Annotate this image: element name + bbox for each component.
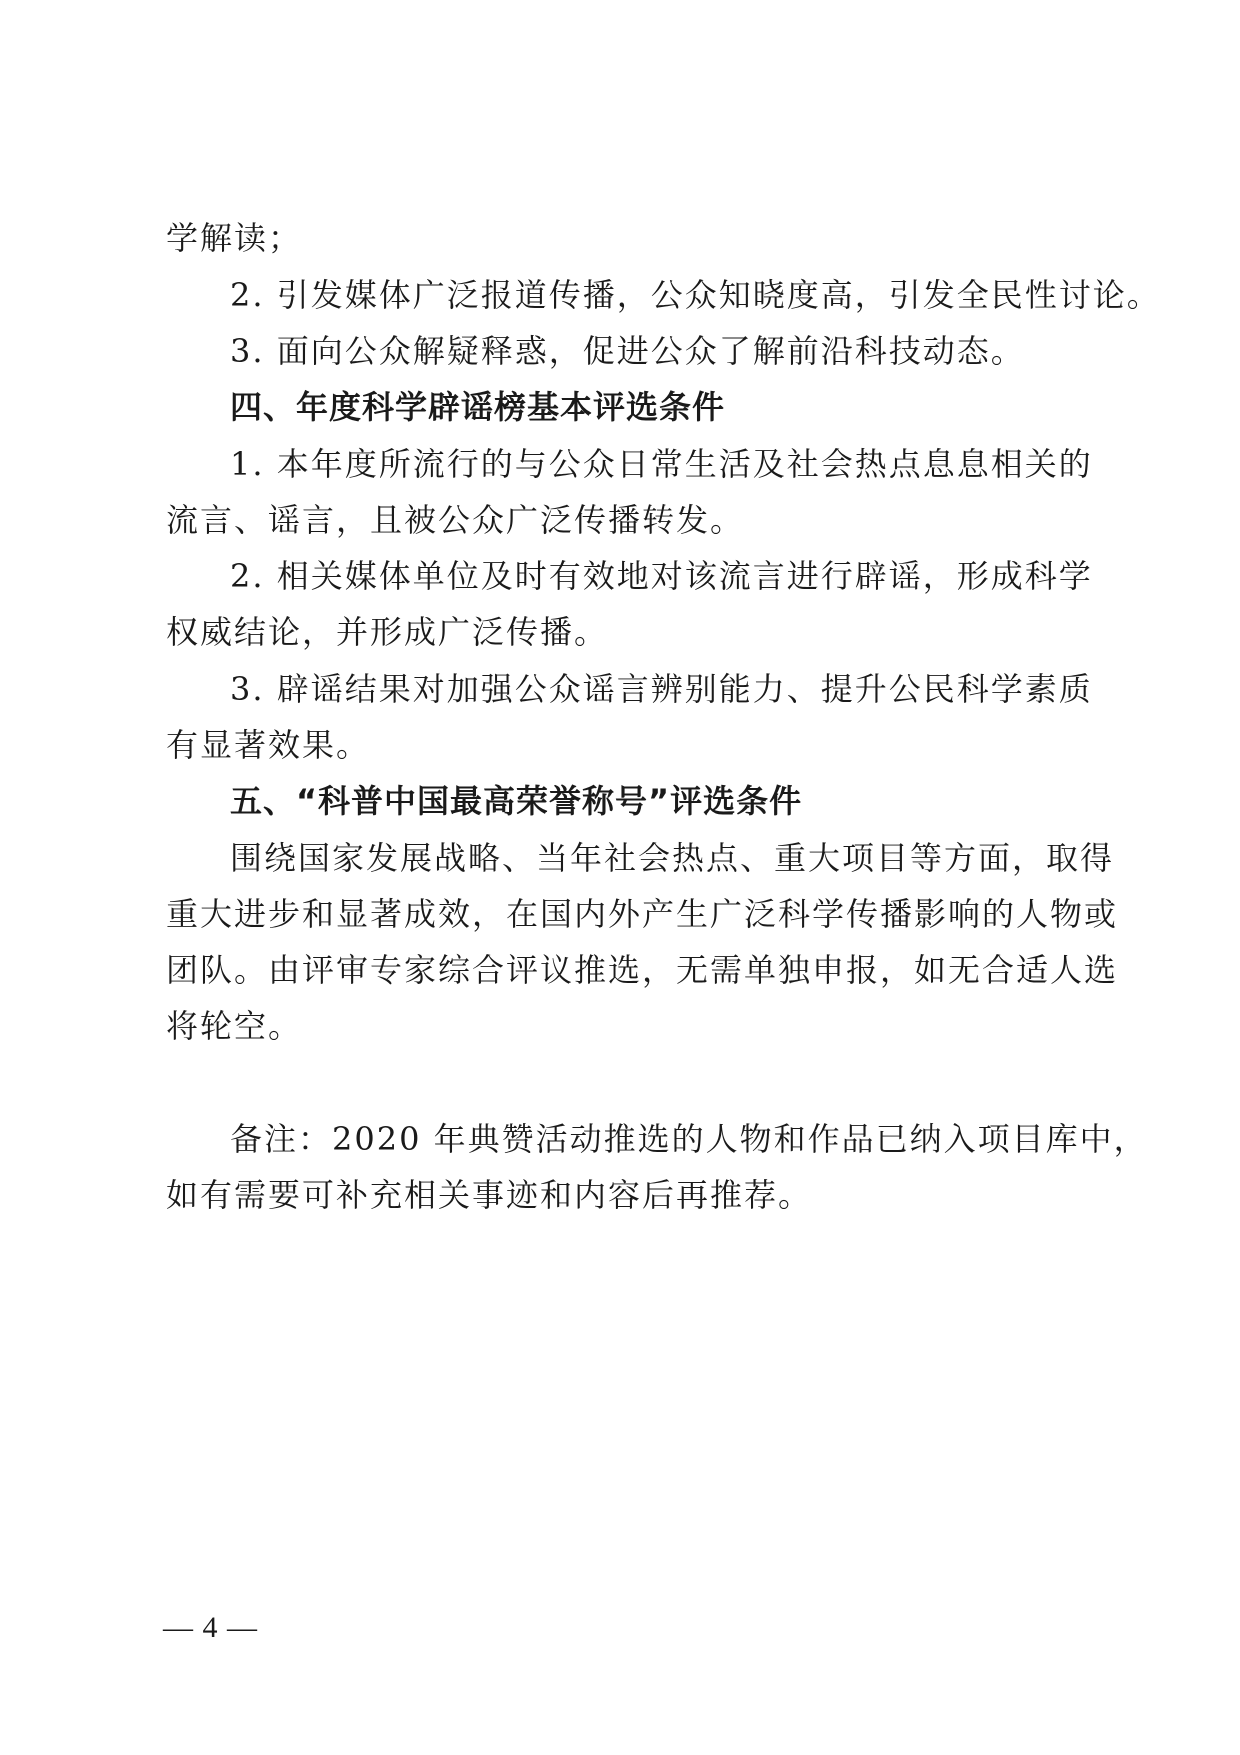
paragraph-line: 流言、谣言，且被公众广泛传播转发。 [166, 501, 745, 539]
paragraph-line: 围绕国家发展战略、当年社会热点、重大项目等方面，取得 [230, 839, 1115, 877]
remark-line: 备注：2020 年典赞活动推选的人物和作品已纳入项目库中， [230, 1120, 1148, 1158]
list-item-3: 3. 辟谣结果对加强公众谣言辨别能力、提升公民科学素质 [230, 670, 1093, 708]
paragraph-line: 将轮空。 [166, 1007, 303, 1045]
paragraph-line: 重大进步和显著成效，在国内外产生广泛科学传播影响的人物或 [166, 895, 1119, 933]
paragraph-line: 团队。由评审专家综合评议推选，无需单独申报，如无合适人选 [166, 951, 1119, 989]
list-item-2: 2. 引发媒体广泛报道传播，公众知晓度高，引发全民性讨论。 [230, 276, 1161, 314]
paragraph-line: 权威结论，并形成广泛传播。 [166, 613, 609, 651]
list-item-1: 1. 本年度所流行的与公众日常生活及社会热点息息相关的 [230, 445, 1093, 483]
section-heading-4: 四、年度科学辟谣榜基本评选条件 [230, 388, 726, 426]
list-item-3: 3. 面向公众解疑释惑，促进公众了解前沿科技动态。 [230, 332, 1025, 370]
paragraph-line: 学解读； [166, 219, 303, 257]
list-item-2: 2. 相关媒体单位及时有效地对该流言进行辟谣，形成科学 [230, 557, 1093, 595]
section-heading-5: 五、“科普中国最高荣誉称号”评选条件 [230, 782, 803, 820]
remark-line: 如有需要可补充相关事迹和内容后再推荐。 [166, 1176, 813, 1214]
paragraph-line: 有显著效果。 [166, 726, 371, 764]
page-number: — 4 — [163, 1611, 258, 1644]
